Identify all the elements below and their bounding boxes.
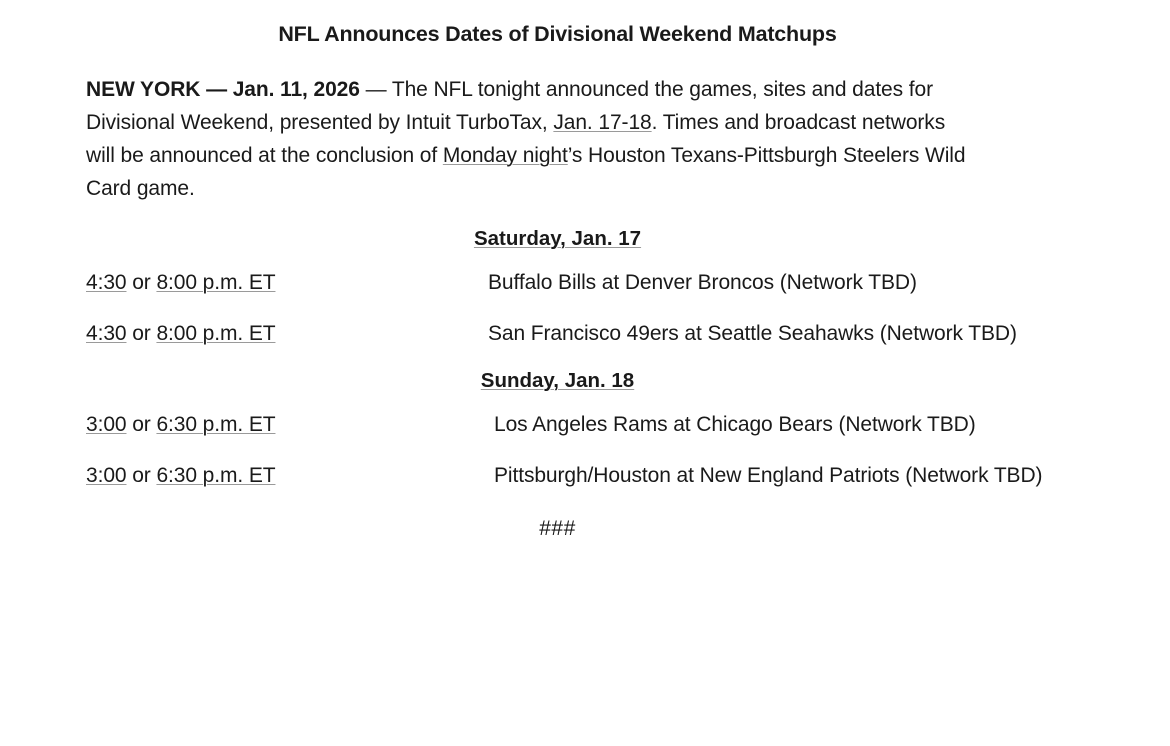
game-time-second: 6:30 p.m. ET <box>156 464 276 487</box>
dateline-dash-1: — <box>200 78 233 101</box>
lede-dates: Jan. 17-18 <box>553 111 652 134</box>
game-time <box>86 318 416 350</box>
game-row <box>86 267 1084 300</box>
page-title: NFL Announces Dates of Divisional Weekend Matchups <box>278 22 837 46</box>
game-time-second: 8:00 p.m. ET <box>156 322 276 345</box>
game-time-or: or <box>126 322 157 345</box>
lede-paragraph <box>86 73 966 205</box>
game-time-first: 4:30 <box>86 322 127 345</box>
lede-text-1: The NFL tonight announced the games, sites and dates for Divisional Weekend, presented by Intuit TurboTax, <box>86 78 933 134</box>
game-matchup: Pittsburgh/Houston at New England Patriots (Network TBD) <box>494 464 1043 487</box>
game-matchup: San Francisco 49ers at Seattle Seahawks (Network TBD) <box>488 322 1017 345</box>
game-time-first: 3:00 <box>86 413 127 436</box>
game-time-or: or <box>126 271 157 294</box>
game-time <box>86 460 416 492</box>
dateline-date: Jan. 11, 2026 <box>232 78 360 101</box>
game-time <box>86 409 416 441</box>
game-time-or: or <box>126 464 157 487</box>
game-time <box>86 267 416 299</box>
dateline-city: NEW YORK <box>86 78 201 101</box>
game-time-second: 8:00 p.m. ET <box>156 271 276 294</box>
game-row <box>86 409 1084 442</box>
game-time-second: 6:30 p.m. ET <box>156 413 276 436</box>
game-matchup: Buffalo Bills at Denver Broncos (Network TBD) <box>488 271 917 294</box>
game-matchup: Los Angeles Rams at Chicago Bears (Network TBD) <box>494 413 976 436</box>
end-mark: ### <box>539 517 576 540</box>
game-row <box>86 318 1084 351</box>
lede-monday-night: Monday night <box>442 144 568 167</box>
dateline-dash-2: — <box>359 78 392 101</box>
game-time-or: or <box>126 413 157 436</box>
game-row <box>86 460 1084 493</box>
lede-text-2: . Times and broadcast networks will be announced at the conclusion of <box>86 111 946 167</box>
game-time-first: 3:00 <box>86 464 127 487</box>
day-heading-sunday: Sunday, Jan. 18 <box>480 369 635 392</box>
day-heading-saturday: Saturday, Jan. 17 <box>473 227 642 250</box>
lede-text-3: ’s Houston Texans-Pittsburgh Steelers Wild Card game. <box>86 144 966 200</box>
game-time-first: 4:30 <box>86 271 127 294</box>
